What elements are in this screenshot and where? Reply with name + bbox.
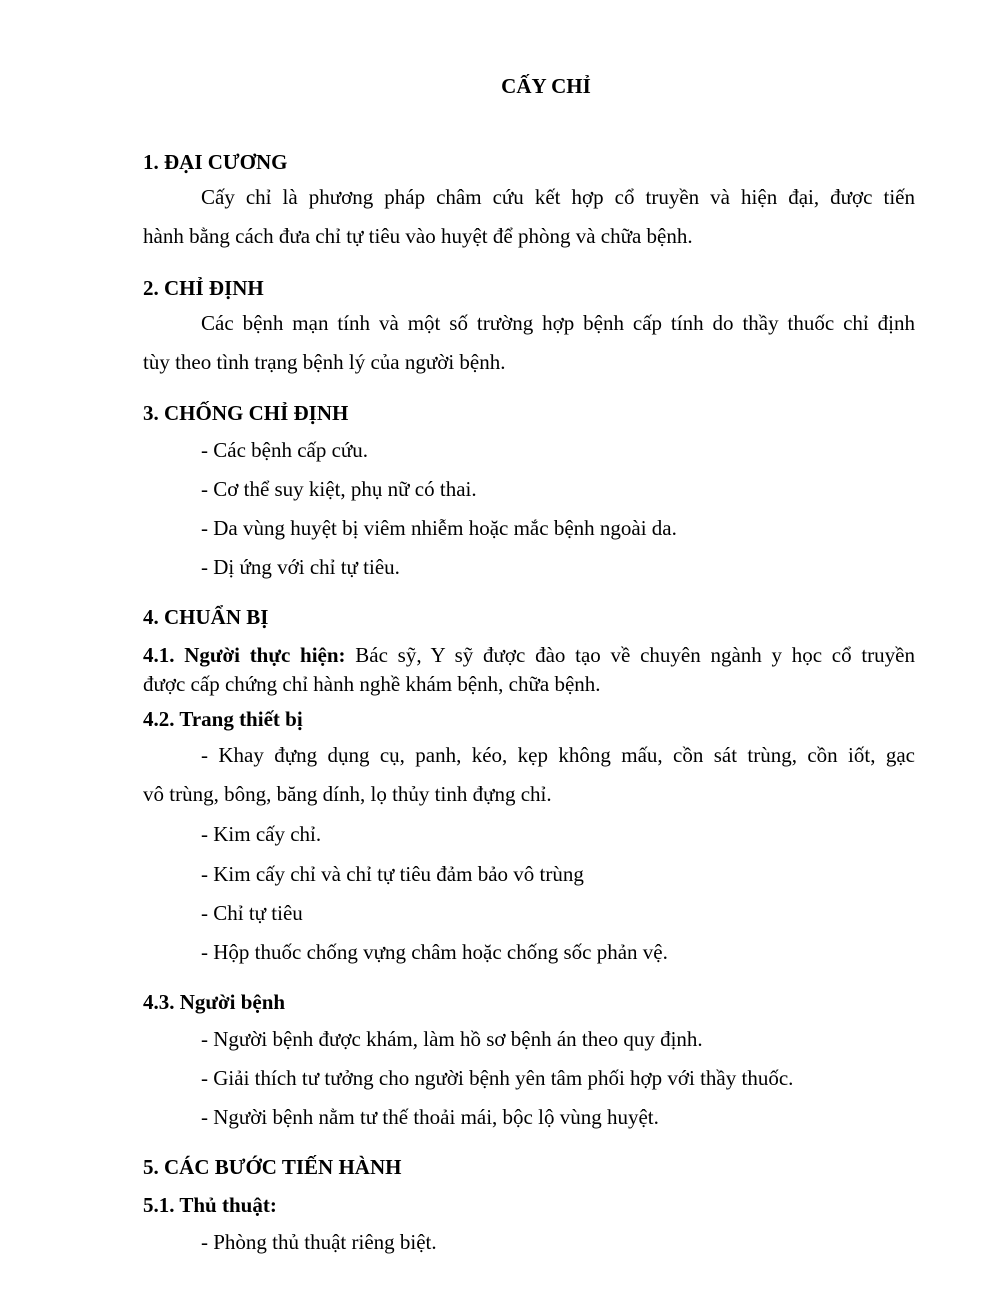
section-1-line-2: hành bằng cách đưa chỉ tự tiêu vào huyệt để phòng và chữa bệnh. [143,224,693,248]
equipment-item: - Hộp thuốc chống vựng châm hoặc chống sốc phản vệ. [201,940,668,964]
document-title: CẤY CHỈ [501,74,591,98]
section-4-3-heading: 4.3. Người bệnh [143,990,286,1014]
section-4-1-paragraph [143,641,915,699]
procedure-item: - Phòng thủ thuật riêng biệt. [201,1230,437,1254]
contraindication-item: - Cơ thể suy kiệt, phụ nữ có thai. [201,477,477,501]
equipment-item: - Kim cấy chỉ. [201,822,322,846]
patient-item: - Người bệnh được khám, làm hồ sơ bệnh án theo quy định. [201,1027,703,1051]
patient-item: - Giải thích tư tưởng cho người bệnh yên tâm phối hợp với thầy thuốc. [201,1066,794,1090]
section-3-heading: 3. CHỐNG CHỈ ĐỊNH [143,401,349,425]
section-1-heading: 1. ĐẠI CƯƠNG [143,150,288,174]
section-4-2-paragraph [143,736,915,814]
section-4-1-label: 4.1. Người thực hiện: [143,643,346,667]
section-4-1-line-2: được cấp chứng chỉ hành nghề khám bệnh, chữa bệnh. [143,672,601,696]
section-5-heading: 5. CÁC BƯỚC TIẾN HÀNH [143,1155,402,1179]
section-1-line-1: Cấy chỉ là phương pháp châm cứu kết hợp cổ truyền và hiện đại, được tiến [201,185,915,209]
section-4-1-text: Bác sỹ, Y sỹ được đào tạo về chuyên ngành y học cổ truyền [345,643,915,667]
contraindication-item: - Dị ứng với chỉ tự tiêu. [201,555,400,579]
section-4-2-heading: 4.2. Trang thiết bị [143,707,303,731]
contraindication-item: - Da vùng huyệt bị viêm nhiễm hoặc mắc bệnh ngoài da. [201,516,677,540]
section-5-1-heading: 5.1. Thủ thuật: [143,1193,277,1217]
equipment-item: - Chỉ tự tiêu [201,901,303,925]
section-2-line-2: tùy theo tình trạng bệnh lý của người bệnh. [143,350,506,374]
section-4-2-line-1: - Khay đựng dụng cụ, panh, kéo, kẹp không mấu, cồn sát trùng, cồn iốt, gạc [201,743,915,767]
section-2-heading: 2. CHỈ ĐỊNH [143,276,264,300]
section-1-paragraph [143,178,915,256]
patient-item: - Người bệnh nằm tư thế thoải mái, bộc lộ vùng huyệt. [201,1105,659,1129]
equipment-item: - Kim cấy chỉ và chỉ tự tiêu đảm bảo vô trùng [201,862,584,886]
section-2-paragraph [143,304,915,382]
section-4-heading: 4. CHUẨN BỊ [143,605,269,629]
section-2-line-1: Các bệnh mạn tính và một số trường hợp bệnh cấp tính do thầy thuốc chỉ định [201,311,915,335]
contraindication-item: - Các bệnh cấp cứu. [201,438,369,462]
section-4-2-line-2: vô trùng, bông, băng dính, lọ thủy tinh đựng chỉ. [143,782,552,806]
section-4-1-line-1 [143,641,915,670]
